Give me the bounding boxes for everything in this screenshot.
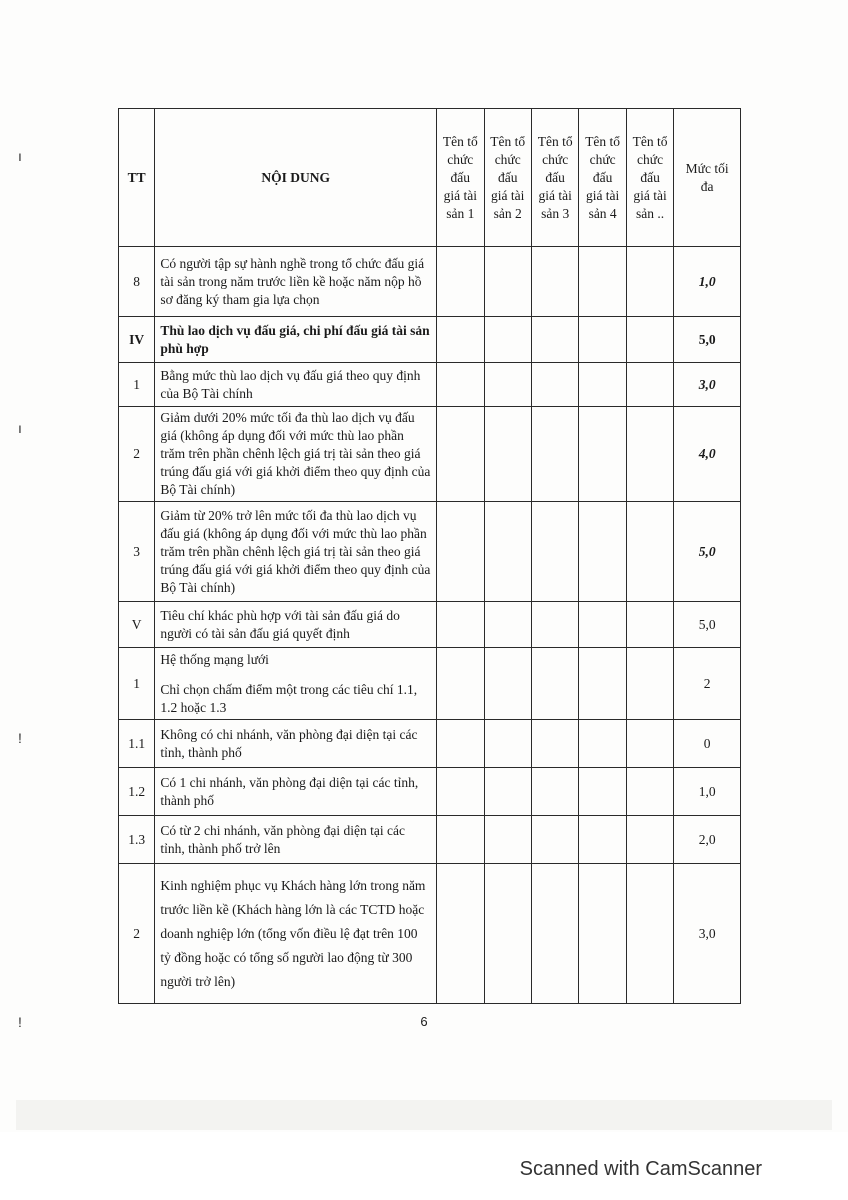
org-score-cell (437, 407, 484, 502)
row-number: 1 (119, 648, 155, 720)
org-score-cell (626, 648, 673, 720)
org-score-cell (484, 407, 531, 502)
org-score-cell (531, 768, 578, 816)
header-org-4: Tên tổ chức đấu giá tài sản 4 (579, 109, 626, 247)
org-score-cell (437, 602, 484, 648)
table-row (119, 768, 741, 816)
max-score: 0 (674, 720, 741, 768)
org-score-cell (437, 247, 484, 317)
org-score-cell (437, 864, 484, 1004)
org-score-cell (484, 602, 531, 648)
org-score-cell (579, 407, 626, 502)
row-content-text: Tiêu chí khác phù hợp với tài sản đấu giá do người có tài sản đấu giá quyết định (160, 607, 400, 641)
org-score-cell (484, 317, 531, 363)
org-score-cell (484, 768, 531, 816)
table-row (119, 602, 741, 648)
watermark-text: Scanned with CamScanner (519, 1158, 762, 1180)
org-score-cell (484, 363, 531, 407)
header-org-2: Tên tổ chức đấu giá tài sản 2 (484, 109, 531, 247)
row-content (155, 720, 437, 768)
org-score-cell (437, 317, 484, 363)
row-number: 8 (119, 247, 155, 317)
row-number: 1.3 (119, 816, 155, 864)
max-score: 3,0 (674, 363, 741, 407)
row-content (155, 864, 437, 1004)
org-score-cell (626, 864, 673, 1004)
row-number: 3 (119, 502, 155, 602)
org-score-cell (484, 648, 531, 720)
row-content (155, 502, 437, 602)
row-content-text: Không có chi nhánh, văn phòng đại diện tại các tỉnh, thành phố (160, 726, 418, 760)
max-score: 5,0 (674, 602, 741, 648)
table-row (119, 363, 741, 407)
max-score: 1,0 (674, 768, 741, 816)
table-row (119, 648, 741, 720)
row-number: 1 (119, 363, 155, 407)
scanner-watermark (0, 1158, 848, 1188)
table-row (119, 720, 741, 768)
org-score-cell (531, 816, 578, 864)
org-score-cell (579, 768, 626, 816)
org-score-cell (531, 317, 578, 363)
org-score-cell (531, 648, 578, 720)
org-score-cell (579, 502, 626, 602)
org-score-cell (579, 720, 626, 768)
org-score-cell (626, 720, 673, 768)
header-org-3: Tên tổ chức đấu giá tài sản 3 (531, 109, 578, 247)
org-score-cell (437, 648, 484, 720)
org-score-cell (531, 363, 578, 407)
max-score: 2,0 (674, 816, 741, 864)
row-content (155, 602, 437, 648)
org-score-cell (579, 864, 626, 1004)
row-content (155, 648, 437, 720)
org-score-cell (531, 602, 578, 648)
org-score-cell (579, 816, 626, 864)
org-score-cell (437, 363, 484, 407)
row-content-text: Có người tập sự hành nghề trong tổ chức đấu giá tài sản trong năm trước liền kề hoặc năm nộp hồ sơ đăng ký tham gia lựa chọn (160, 255, 425, 307)
row-number: IV (119, 317, 155, 363)
header-tt: TT (119, 109, 155, 247)
page-number: 6 (420, 1014, 428, 1029)
row-content-text: Bằng mức thù lao dịch vụ đấu giá theo quy định của Bộ Tài chính (160, 367, 421, 401)
org-score-cell (437, 768, 484, 816)
org-score-cell (579, 317, 626, 363)
criteria-table (118, 108, 741, 1004)
row-content-text: Hệ thống mạng lưới (160, 651, 269, 667)
org-score-cell (579, 363, 626, 407)
table-row (119, 247, 741, 317)
org-score-cell (531, 502, 578, 602)
org-score-cell (626, 602, 673, 648)
org-score-cell (579, 247, 626, 317)
row-content-text: Giảm dưới 20% mức tối đa thù lao dịch vụ đấu giá (không áp dụng đối với mức thù lao phần trăm trên phần chênh lệch giá trị tài sản theo giá trúng đấu giá với giá khởi điểm theo quy định của Bộ Tài chính) (160, 410, 431, 497)
margin-mark: ı (18, 148, 22, 164)
table-row (119, 502, 741, 602)
org-score-cell (626, 247, 673, 317)
org-score-cell (626, 317, 673, 363)
org-score-cell (484, 864, 531, 1004)
row-content-text: Thù lao dịch vụ đấu giá, chi phí đấu giá tài sản phù hợp (160, 322, 430, 356)
row-content-text: Giảm từ 20% trở lên mức tối đa thù lao dịch vụ đấu giá (không áp dụng đối với mức thù lao phần trăm trên phần chênh lệch giá trị tài sản theo giá trúng đấu giá với giá khởi điểm theo quy định của Bộ Tài chính) (160, 507, 431, 595)
org-score-cell (626, 407, 673, 502)
org-score-cell (437, 816, 484, 864)
org-score-cell (531, 247, 578, 317)
header-org-5: Tên tổ chức đấu giá tài sản .. (626, 109, 673, 247)
row-number: V (119, 602, 155, 648)
org-score-cell (531, 864, 578, 1004)
row-number: 2 (119, 407, 155, 502)
table-row (119, 816, 741, 864)
org-score-cell (531, 720, 578, 768)
max-score: 3,0 (674, 864, 741, 1004)
row-number: 2 (119, 864, 155, 1004)
row-number: 1.2 (119, 768, 155, 816)
margin-mark: ı (18, 420, 22, 436)
org-score-cell (484, 502, 531, 602)
org-score-cell (626, 816, 673, 864)
org-score-cell (579, 602, 626, 648)
row-content (155, 816, 437, 864)
org-score-cell (579, 648, 626, 720)
org-score-cell (626, 768, 673, 816)
row-content (155, 317, 437, 363)
org-score-cell (626, 363, 673, 407)
header-max-score: Mức tối đa (674, 109, 741, 247)
org-score-cell (484, 720, 531, 768)
table-row (119, 407, 741, 502)
table-row (119, 317, 741, 363)
max-score: 5,0 (674, 502, 741, 602)
row-content-note: Chỉ chọn chấm điểm một trong các tiêu chí 1.1, 1.2 hoặc 1.3 (160, 681, 418, 715)
org-score-cell (437, 720, 484, 768)
org-score-cell (437, 502, 484, 602)
margin-mark: ! (18, 730, 22, 746)
org-score-cell (484, 247, 531, 317)
max-score: 2 (674, 648, 741, 720)
table-header-row (119, 109, 741, 247)
max-score: 4,0 (674, 407, 741, 502)
row-number: 1.1 (119, 720, 155, 768)
org-score-cell (626, 502, 673, 602)
row-content-text: Có từ 2 chi nhánh, văn phòng đại diện tại các tỉnh, thành phố trở lên (160, 822, 405, 856)
row-content (155, 363, 437, 407)
header-content: NỘI DUNG (155, 109, 437, 247)
max-score: 5,0 (674, 317, 741, 363)
row-content (155, 247, 437, 317)
table-row (119, 864, 741, 1004)
row-content (155, 768, 437, 816)
row-content (155, 407, 437, 502)
row-content-text: Có 1 chi nhánh, văn phòng đại diện tại các tỉnh, thành phố (160, 774, 419, 808)
row-content-text: Kinh nghiệm phục vụ Khách hàng lớn trong năm trước liền kề (Khách hàng lớn là các TCTD hoặc doanh nghiệp lớn (tổng vốn điều lệ đạt trên 100 tỷ đồng hoặc có tổng số người lao động từ 300 người trở lên) (160, 877, 426, 989)
max-score: 1,0 (674, 247, 741, 317)
org-score-cell (531, 407, 578, 502)
margin-mark: ! (18, 1014, 22, 1030)
paper-edge (16, 1100, 832, 1130)
org-score-cell (484, 816, 531, 864)
header-org-1: Tên tổ chức đấu giá tài sản 1 (437, 109, 484, 247)
